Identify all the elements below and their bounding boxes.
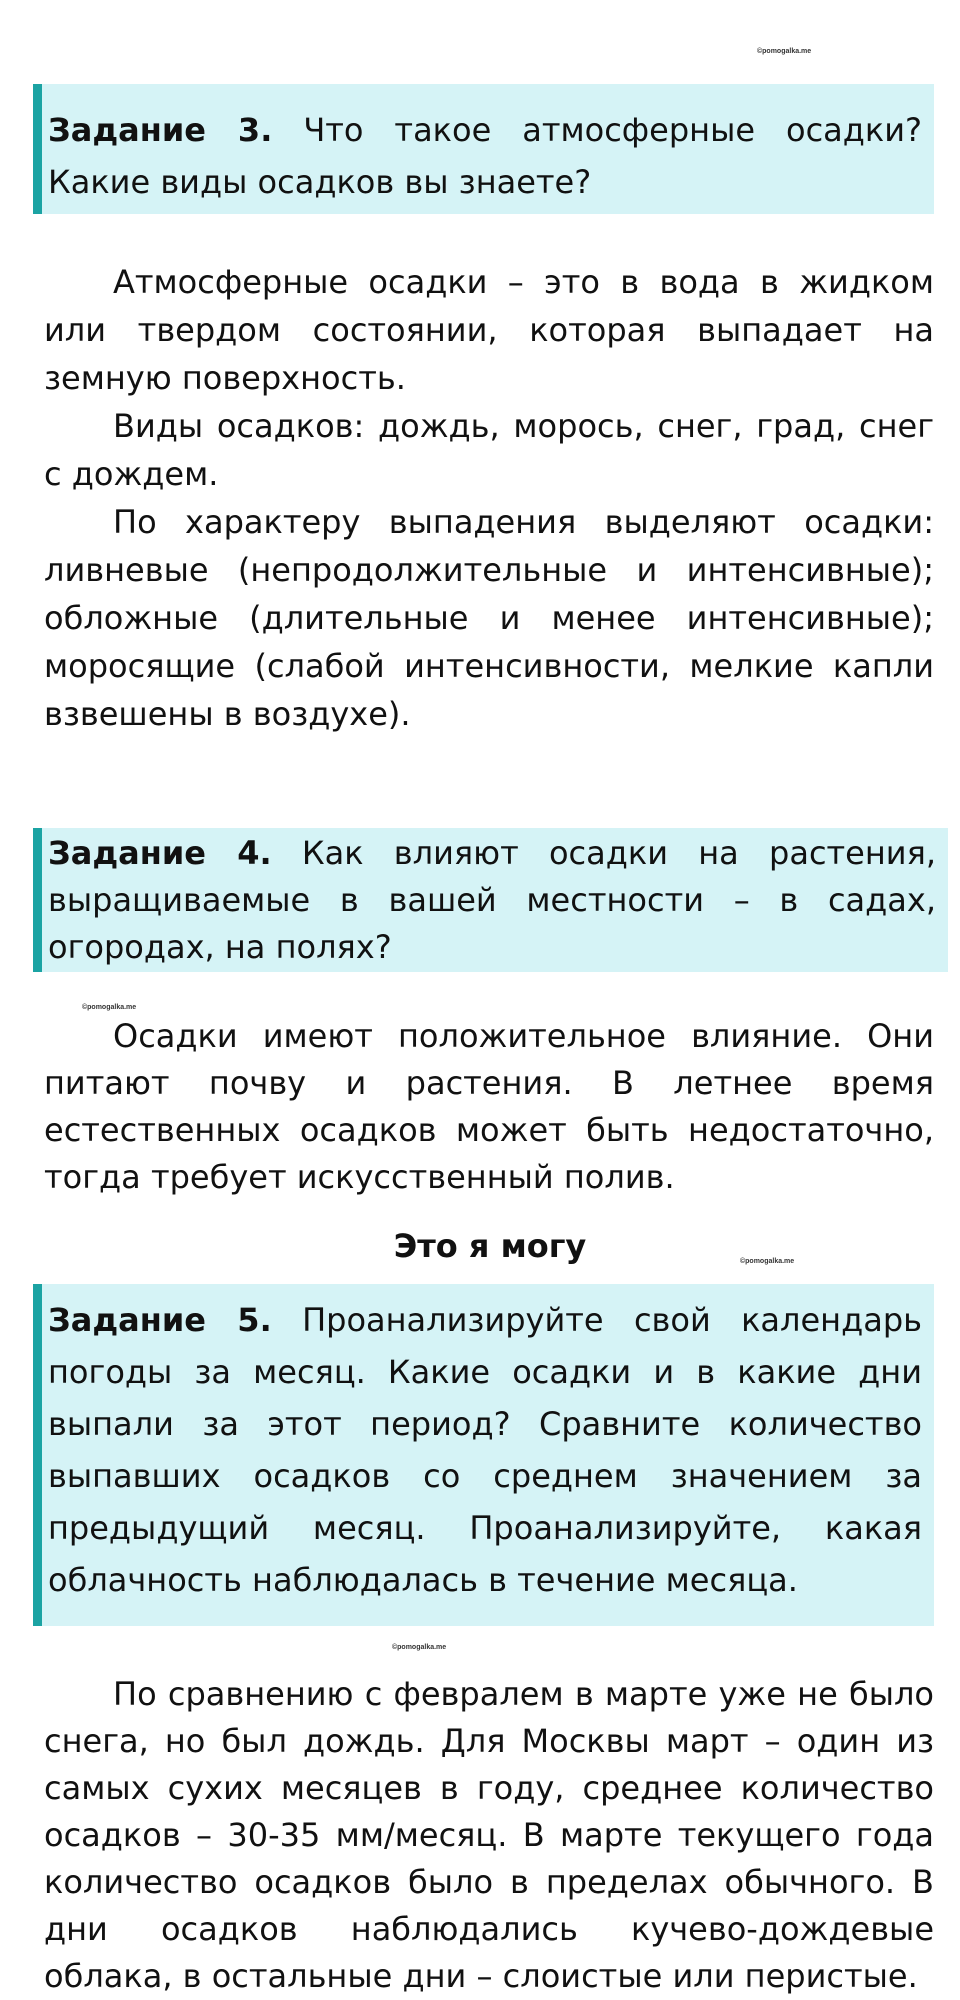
answer-3 [44,258,934,738]
answer-3-paragraph: По характеру выпадения выделяют осадки: ливневые (непродолжительные и интенсивные); обложные (длительные и менее интенсивные); моросящие (слабой интенсивности, мелкие капли взвешены в воздухе). [44,503,934,733]
task-4-box [33,828,948,972]
watermark: ©pomogalka.me [740,1258,795,1265]
answer-4 [44,1013,934,1201]
task-4-text: Как влияют осадки на растения, выращиваемые в вашей местности – в садах, огородах, на полях? [48,834,937,966]
answer-5-paragraph: По сравнению с февралем в марте уже не было снега, но был дождь. Для Москвы март – один из самых сухих месяцев в году, среднее количество осадков – 30-35 мм/месяц. В марте текущего года количество осадков было в пределах обычного. В дни осадков наблюдались кучево-дождевые облака, в остальные дни – слоистые или перистые. [44,1675,934,1995]
watermark: ©pomogalka.me [82,1004,137,1011]
answer-5 [44,1671,934,2000]
watermark: ©pomogalka.me [757,48,812,55]
task-4-label: Задание 4. [48,834,272,872]
answer-3-paragraph: Виды осадков: дождь, морось, снег, град, снег с дождем. [44,407,934,493]
answer-3-paragraph: Атмосферные осадки – это в вода в жидком или твердом состоянии, которая выпадает на земную поверхность. [44,263,934,397]
task-3-text: Что такое атмосферные осадки? Какие виды осадков вы знаете? [48,111,923,201]
task-5-text: Проанализируйте свой календарь погоды за месяц. Какие осадки и в какие дни выпали за этот период? Сравните количество выпавших осадков со среднем значением за предыдущий месяц. Проанализируйте, какая облачность наблюдалась в течение месяца. [48,1301,923,1599]
section-heading: Это я могу [393,1227,587,1265]
task-5-label: Задание 5. [48,1301,272,1339]
task-3-label: Задание 3. [48,111,273,149]
task-3-box [33,84,934,214]
answer-4-paragraph: Осадки имеют положительное влияние. Они питают почву и растения. В летнее время естественных осадков может быть недостаточно, тогда требует искусственный полив. [44,1017,934,1196]
watermark: ©pomogalka.me [392,1644,447,1651]
task-5-box [33,1284,934,1626]
